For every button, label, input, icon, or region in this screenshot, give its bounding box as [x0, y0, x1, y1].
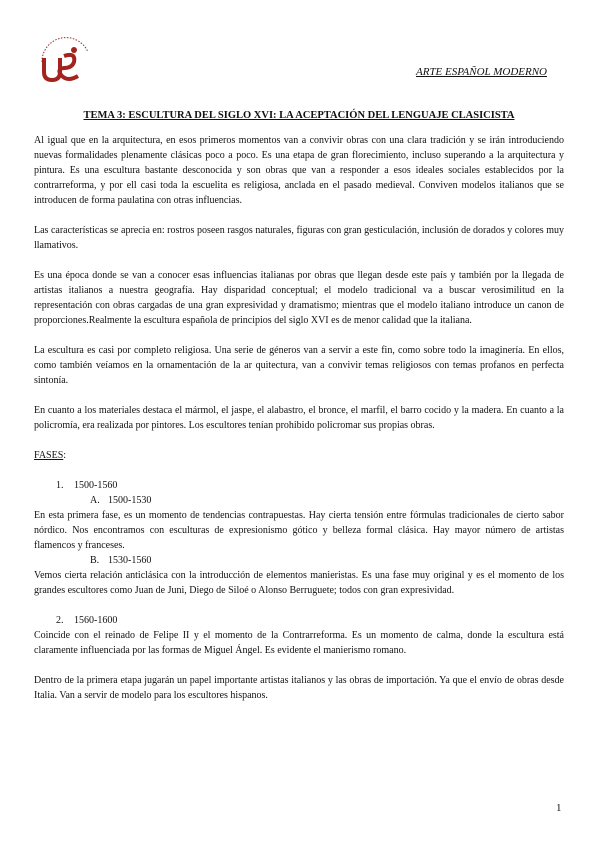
- phase-1b-label: 1530-1560: [108, 555, 152, 566]
- paragraph-intro: Al igual que en la arquitectura, en esos primeros momentos van a convivir obras con una clara tradición y se irán introduciendo nuevas formalidades plenamente clásicas poco a poco. Es una etapa de gran florecimiento, incluso superando a la arquitectura y pintura. Es una escultura bastante desconocida y son obras que van a responder a esos ideales sociales establecidos por la contrarreforma, y por ell casi toda la escuelita es religiosa, anclada en el pasado medieval. Conviven modelos italianos que se introducen de forma paulatina con otras influencias.: [34, 135, 564, 206]
- phase-2-label: 1560-1600: [74, 615, 118, 626]
- paragraph-italian-influence: Es una época donde se van a conocer esas influencias italianas por obras que llegan desde este país y también por la llegada de artistas italianos a nuestra geografía. Hay disparidad conceptual; el modelo tradicional va a buscar verosimilitud en la representación con obras cargadas de una gran expresividad y dramatismo; mientras que el modelo italiano introduce un canon de proporciones.Realmente la escultura española de principios del siglo XVI es de menor calidad que la italiana.: [34, 270, 564, 326]
- paragraph-religious: La escultura es casi por completo religiosa. Una serie de géneros van a servir a este fin, como sobre todo la imaginería. En ellos, como también veíamos en la ornamentación de la ar quitectura, van a convivir temas religiosos con temas profanos en perfecta sintonía.: [34, 345, 564, 386]
- fases-label: FASES: [34, 450, 64, 461]
- phase-2-heading: [34, 613, 564, 628]
- phase-1-heading: [34, 478, 564, 493]
- page-number: 1: [556, 802, 562, 814]
- phase-1-label: 1500-1560: [74, 480, 118, 491]
- phase-1b-text: Vemos cierta relación anticlásica con la introducción de elementos manieristas. Es una fase muy original y es el momento de los grandes escultores como Juan de Juni, Diego de Siloé o Alonso Berruguete; todos con gran expresividad.: [34, 570, 564, 596]
- phase-2-number: 2.: [56, 615, 64, 626]
- phase-1a-text: En esta primera fase, es un momento de tendencias contrapuestas. Hay cierta tensión entre fórmulas tradicionales de cierto sabor nórdico. Nos encontramos con esculturas de expresionismo gótico y belleza formal clásica. Hay mayor número de artistas flamencos y franceses.: [34, 510, 564, 551]
- fases-colon: :: [63, 450, 67, 461]
- phase-1b-heading: [34, 553, 564, 568]
- phase-1-number: 1.: [56, 480, 64, 491]
- document-title: TEMA 3: ESCULTURA DEL SIGLO XVI: LA ACEPTACIÓN DEL LENGUAJE CLASICISTA: [83, 110, 515, 121]
- paragraph-characteristics: Las características se aprecia en: rostros poseen rasgos naturales, figuras con gran gesticulación, inclusión de dorados y colores muy llamativos.: [34, 225, 564, 251]
- phase-1b-letter: B.: [90, 555, 100, 566]
- course-title: ARTE ESPAÑOL MODERNO: [416, 66, 547, 78]
- university-seal-icon: [34, 36, 96, 84]
- phase-1a-heading: [34, 493, 564, 508]
- phase-1a-label: 1500-1530: [108, 495, 152, 506]
- document-body: [34, 108, 564, 703]
- university-logo: [34, 36, 96, 84]
- phase-2-text: Coincide con el reinado de Felipe II y el momento de la Contrarreforma. Es un momento de calma, donde la escultura está claramente influenciada por las formas de Miguel Ángel. Es evidente el manierismo romano.: [34, 630, 564, 656]
- fases-heading: [34, 448, 564, 463]
- paragraph-materials: En cuanto a los materiales destaca el mármol, el jaspe, el alabastro, el bronce, el marfil, el barro cocido y la madera. En cuanto a la policromía, era realizada por pintores. Los escultores tenían prohibido policromar sus propias obras.: [34, 405, 564, 431]
- phase-1a-letter: A.: [90, 495, 100, 506]
- phase-2-text-2: Dentro de la primera etapa jugarán un papel importante artistas italianos y las obras de importación. Ya que el envío de obras desde Italia. Van a servir de modelo para los escultores hispanos.: [34, 675, 564, 701]
